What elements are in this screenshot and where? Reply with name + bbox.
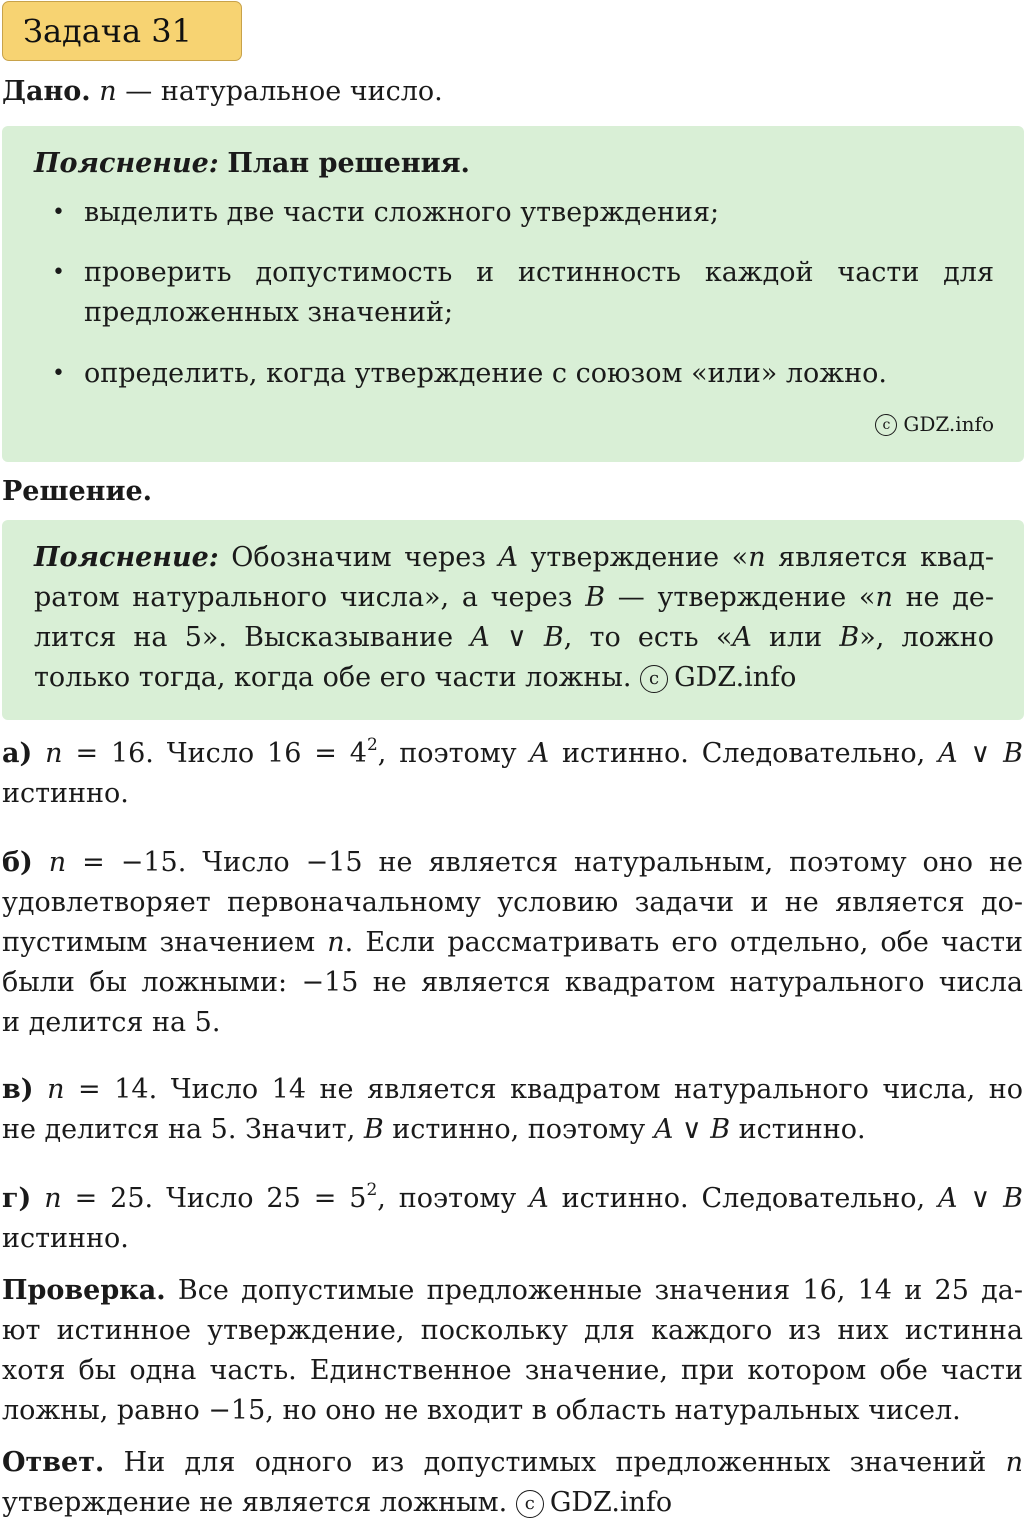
answer-line-1 (2, 1443, 1023, 1483)
part-b-line-1 (2, 843, 1023, 883)
copyright-text: GDZ.info (549, 1487, 673, 1518)
text-run: истинно. (730, 1114, 866, 1145)
text-run: пустимым значением (2, 927, 328, 958)
text-run: », ложно (859, 622, 994, 653)
math-var: A (732, 622, 752, 653)
solution-label-text: Решение. (2, 476, 153, 507)
text-run: не делится на 5. Значит, (2, 1114, 364, 1145)
superscript: 2 (366, 735, 378, 755)
part-a-line-1 (2, 734, 1023, 774)
copyright-icon: c (875, 414, 897, 436)
part-b-line-5: и делится на 5. (2, 1007, 221, 1038)
check-label: Проверка. (2, 1275, 166, 1306)
text-run: , поэтому (377, 738, 530, 769)
part-v-label: в) (2, 1074, 34, 1105)
text-run: = −15. Число −15 не является натуральным, поэтому оно не (66, 847, 1023, 878)
copyright-text: GDZ.info (674, 662, 797, 693)
explain-line-2 (34, 578, 994, 618)
text-run: = 16. Число 16 = 4 (62, 738, 367, 769)
copyright-icon: c (640, 665, 668, 693)
text-run: или (751, 622, 840, 653)
plan-lead: Пояснение: (34, 148, 219, 179)
plan-item-3: определить, когда утверждение с союзом «или» ложно. (84, 358, 887, 389)
text-run: = 25. Число 25 = 5 (61, 1183, 367, 1214)
text-run: ратом натурального числа», а через (34, 582, 586, 613)
answer-line-2 (2, 1483, 1023, 1523)
given-line (2, 72, 1023, 112)
check-line-4: ложны, равно −15, но оно не входит в область натуральных чисел. (2, 1395, 961, 1426)
math-var: n (875, 582, 893, 613)
math-expr: A ∨ B (653, 1114, 731, 1145)
text-run: утверждение « (517, 542, 749, 573)
part-g-label: г) (2, 1183, 32, 1214)
math-var: A (498, 542, 518, 573)
answer-label: Ответ. (2, 1447, 105, 1478)
math-var: n (748, 542, 766, 573)
part-a-label: а) (2, 738, 33, 769)
text-run: истинно. Следовательно, (548, 1183, 938, 1214)
superscript: 2 (366, 1180, 378, 1200)
part-g-line-2: истинно. (2, 1223, 129, 1254)
check-line-3: хотя бы одна часть. Единственное значение, при котором обе части (2, 1355, 1023, 1386)
text-run: утверждение не является ложным. (2, 1487, 516, 1518)
text-run: . Если рассматривать его отдельно, обе части (344, 927, 1024, 958)
text-run: — утверждение « (605, 582, 876, 613)
bullet-icon: • (52, 260, 65, 285)
text-run: , то есть « (563, 622, 733, 653)
given-text: — натуральное число. (116, 76, 443, 107)
explain-line-1 (34, 538, 994, 578)
plan-box (2, 126, 1024, 462)
plan-item-2-cont: предложенных значений; (84, 297, 454, 328)
text-run: истинно. Следовательно, (549, 738, 939, 769)
plan-item-2: проверить допустимость и истинность каждой части для (84, 257, 994, 288)
solution-label (2, 472, 1023, 512)
text-run: Все допустимые предложенные значения 16, 14 и 25 да- (165, 1275, 1023, 1306)
math-expr: A ∨ B (938, 1183, 1023, 1214)
task-title: Задача 31 (2, 1, 242, 61)
part-b-line-4: были бы ложными: −15 не является квадратом натурального числа (2, 967, 1023, 998)
math-var: n (327, 927, 345, 958)
plan-item-1: выделить две части сложного утверждения; (84, 197, 720, 228)
explain-lead: Пояснение: (34, 542, 219, 573)
part-b-line-2: удовлетворяет первоначальному условию задачи и не является до- (2, 887, 1023, 918)
given-label: Дано. (2, 76, 91, 107)
explain-line-4 (34, 658, 994, 698)
copyright-text: GDZ.info (903, 412, 994, 436)
text-run: = 14. Число 14 не является квадратом натурального числа, но (64, 1074, 1023, 1105)
part-b-line-3 (2, 923, 1023, 963)
explain-box (2, 520, 1024, 720)
math-expr: A ∨ B (470, 622, 564, 653)
text-run: не де- (892, 582, 994, 613)
text-run: истинно, поэтому (383, 1114, 654, 1145)
explain-line-3 (34, 618, 994, 658)
part-v-line-2 (2, 1110, 1023, 1150)
part-v-line-1 (2, 1070, 1023, 1110)
copyright-icon: c (516, 1490, 544, 1518)
plan-heading (34, 144, 994, 184)
part-b-label: б) (2, 847, 33, 878)
math-var: n (45, 738, 63, 769)
math-var: B (363, 1114, 384, 1145)
part-a-line-2: истинно. (2, 778, 129, 809)
bullet-icon: • (52, 200, 65, 225)
part-g-line-1 (2, 1179, 1023, 1219)
math-var: n (47, 1074, 65, 1105)
text-run: Обозначим через (231, 542, 499, 573)
math-var: B (839, 622, 860, 653)
text-run: , поэтому (377, 1183, 530, 1214)
plan-title: План решения. (227, 148, 470, 179)
math-var: B (585, 582, 606, 613)
math-var: n (1005, 1447, 1023, 1478)
given-var: n (99, 76, 117, 107)
math-var: A (529, 1183, 549, 1214)
check-line-1 (2, 1271, 1023, 1311)
check-line-2: ют истинное утверждение, поскольку для каждого из них истинна (2, 1315, 1023, 1346)
math-var: A (529, 738, 550, 769)
math-expr: A ∨ B (938, 738, 1023, 769)
bullet-icon: • (52, 361, 65, 386)
math-var: n (44, 1183, 62, 1214)
math-var: n (48, 847, 67, 878)
copyright-mark (875, 409, 994, 439)
text-run: является квад- (765, 542, 995, 573)
text-run: лится на 5». Высказывание (34, 622, 471, 653)
text-run: Ни для одного из допустимых предложенных значений (104, 1447, 1006, 1478)
text-run: только тогда, когда обе его части ложны. (34, 662, 641, 693)
